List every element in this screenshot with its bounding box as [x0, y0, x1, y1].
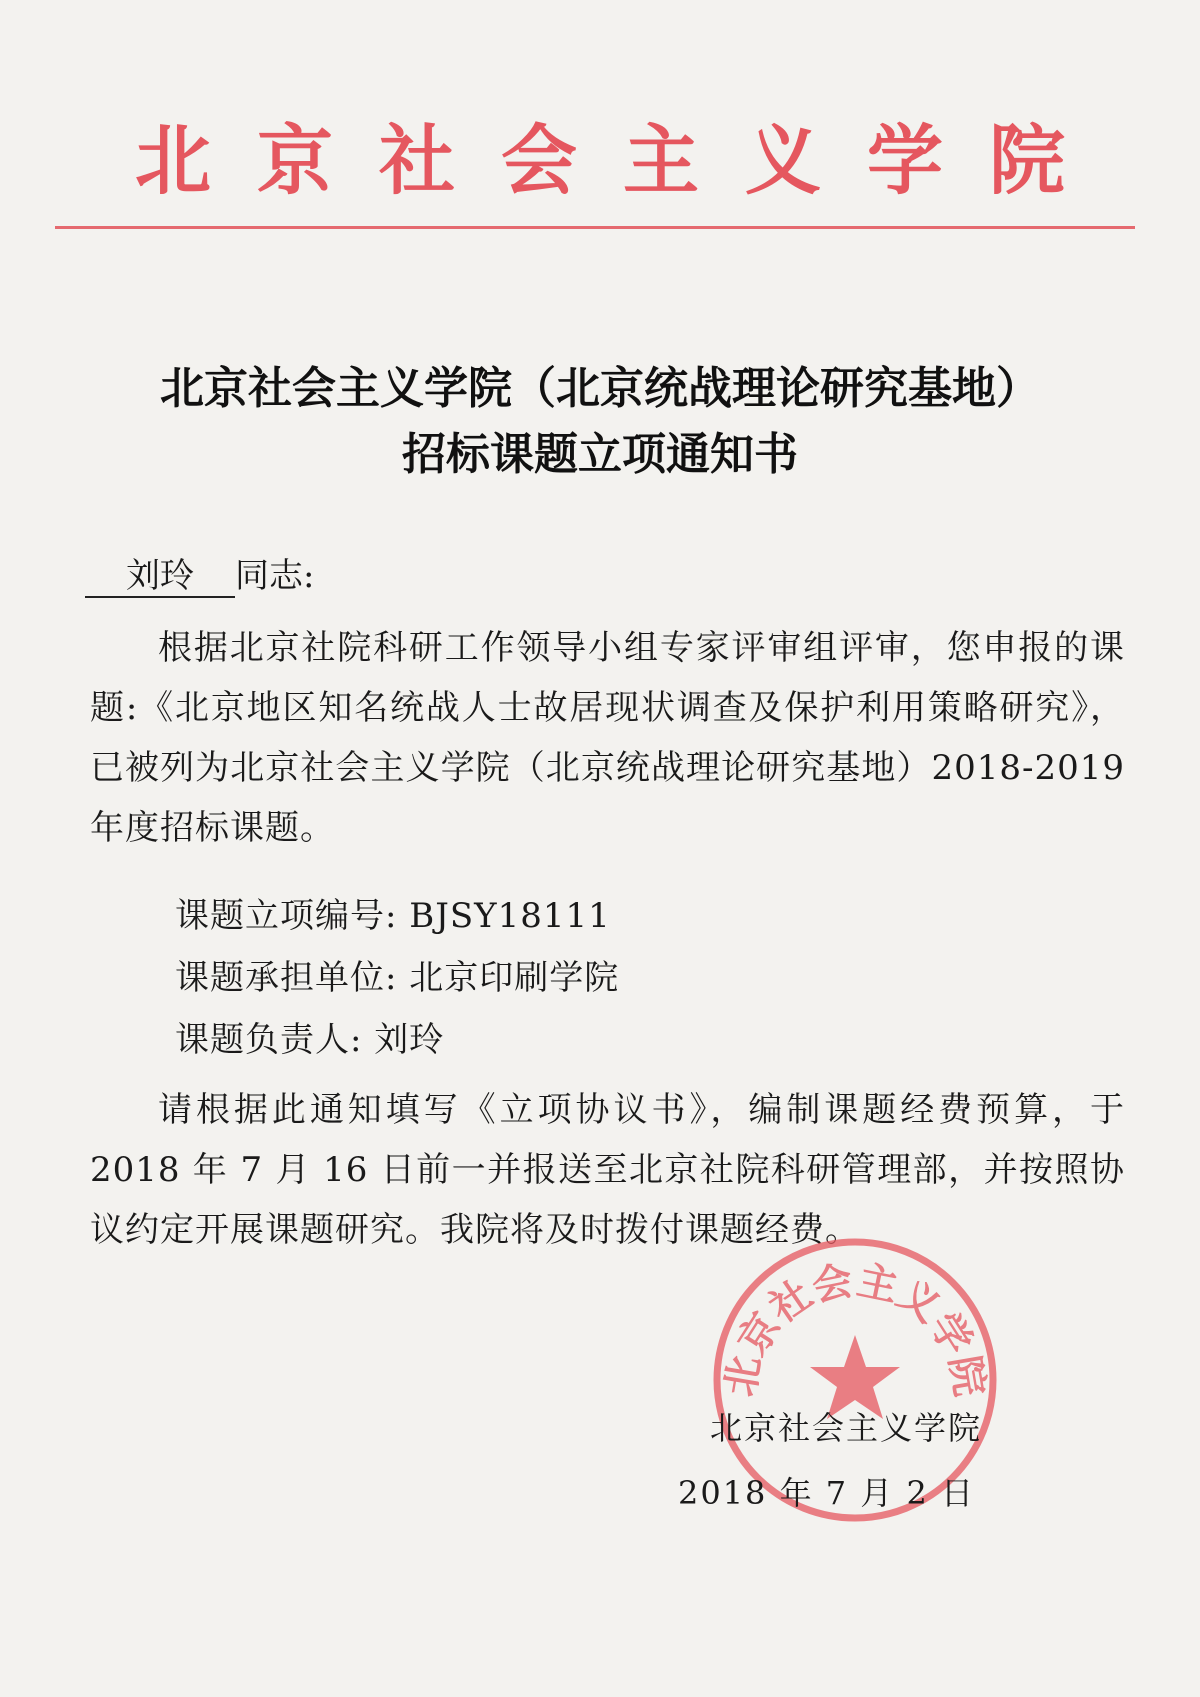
- seal-text: 北京社会主义学院: [717, 1257, 993, 1400]
- project-leader: 课题负责人: 刘玲: [175, 1020, 445, 1060]
- letterhead-title: 北京社会主义学院: [135, 116, 1111, 205]
- recipient-name: 刘玲: [85, 556, 235, 598]
- project-number: 课题立项编号: BJSY18111: [175, 896, 611, 936]
- body-paragraph-2: 请根据此通知填写《立项协议书》，编制课题经费预算，于2018 年 7 月 16 日前一并报送至北京社院科研管理部，并按照协议约定开展课题研究。我院将及时拨付课题经费。: [90, 1090, 1125, 1250]
- letterhead-rule: [55, 226, 1135, 229]
- document-title-line2: 招标课题立项通知书: [402, 429, 798, 480]
- salutation: [85, 548, 314, 598]
- signature-date: 2018 年 7 月 2 日: [677, 1474, 975, 1512]
- signature-org: 北京社会主义学院: [709, 1409, 982, 1447]
- body-paragraph-1: 根据北京社院科研工作领导小组专家评审组评审，您申报的课题:《北京地区知名统战人士故居现状调查及保护利用策略研究》，已被列为北京社会主义学院（北京统战理论研究基地）2018-2019 年度招标课题。: [90, 628, 1125, 848]
- document-title-line1: 北京社会主义学院（北京统战理论研究基地）: [160, 363, 1040, 414]
- project-unit: 课题承担单位: 北京印刷学院: [175, 958, 620, 998]
- salutation-suffix: 同志:: [235, 556, 315, 596]
